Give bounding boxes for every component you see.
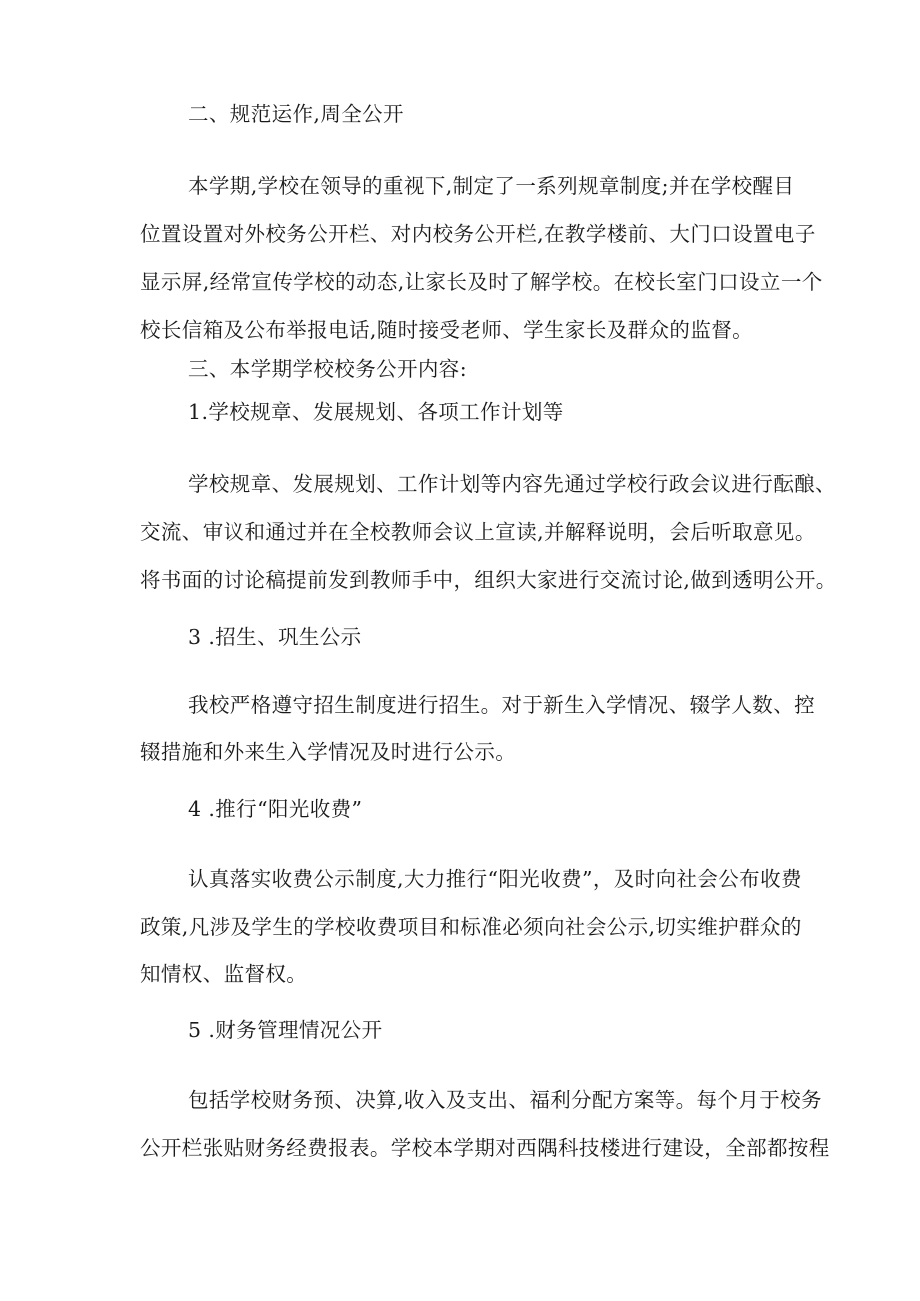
- paragraph-line: 位置设置对外校务公开栏、对内校务公开栏,在教学楼前、大门口设置电子: [140, 222, 816, 246]
- section-heading: 二、规范运作,周全公开: [188, 102, 404, 126]
- paragraph-line: 将书面的讨论稿提前发到教师手中，组织大家进行交流讨论,做到透明公开。: [140, 568, 837, 592]
- subsection-heading: 3 .招生、巩生公示: [188, 625, 362, 649]
- subsection-heading: 5 .财务管理情况公开: [188, 1018, 383, 1042]
- paragraph-line: 认真落实收费公示制度,大力推行“阳光收费”，及时向社会公布收费: [188, 867, 802, 891]
- subsection-heading: 4 .推行“阳光收费”: [188, 797, 363, 821]
- section-heading: 三、本学期学校校务公开内容:: [188, 357, 468, 381]
- paragraph-line: 显示屏,经常宣传学校的动态,让家长及时了解学校。在校长室门口设立一个: [140, 270, 823, 294]
- subsection-heading: 1.学校规章、发展规划、各项工作计划等: [188, 400, 564, 424]
- paragraph-line: 政策,凡涉及学生的学校收费项目和标准必须向社会公示,切实维护群众的: [140, 915, 802, 939]
- paragraph-line: 校长信箱及公布举报电话,随时接受老师、学生家长及群众的监督。: [140, 318, 754, 342]
- paragraph-line: 公开栏张贴财务经费报表。学校本学期对西隅科技楼进行建设，全部都按程: [140, 1136, 830, 1160]
- paragraph-line: 辍措施和外来生入学情况及时进行公示。: [140, 740, 517, 764]
- paragraph-line: 本学期,学校在领导的重视下,制定了一系列规章制度;并在学校醒目: [188, 174, 795, 198]
- paragraph-line: 交流、审议和通过并在全校教师会议上宣读,并解释说明，会后听取意见。: [140, 520, 816, 544]
- paragraph-line: 学校规章、发展规划、工作计划等内容先通过学校行政会议进行酝酿、: [188, 472, 836, 496]
- paragraph-line: 知情权、监督权。: [140, 962, 308, 986]
- paragraph-line: 包括学校财务预、决算,收入及支出、福利分配方案等。每个月于校务: [188, 1088, 822, 1112]
- paragraph-line: 我校严格遵守招生制度进行招生。对于新生入学情况、辍学人数、控: [188, 693, 815, 717]
